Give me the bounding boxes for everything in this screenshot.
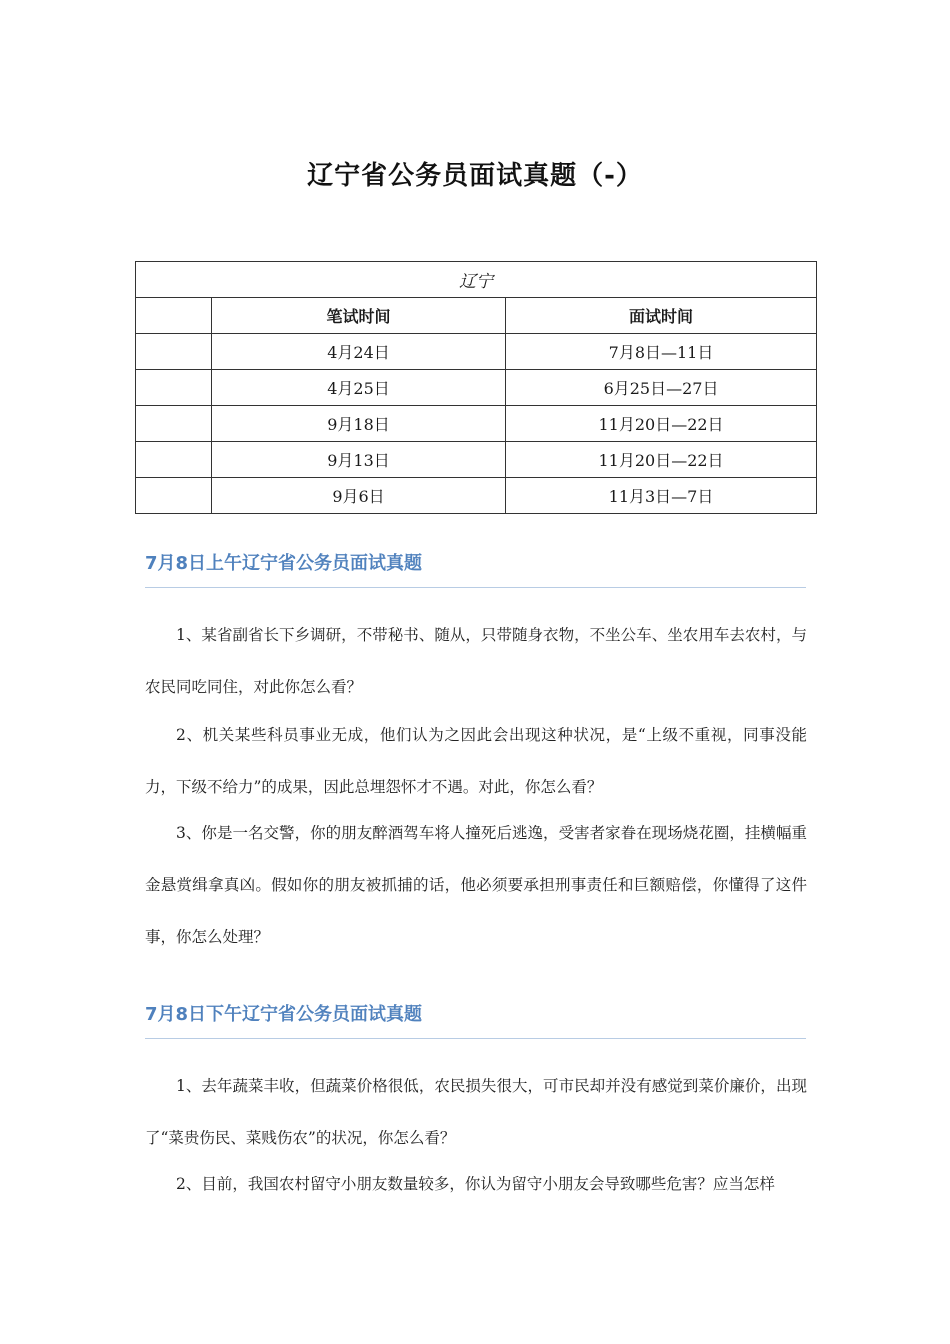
column-header-written: 笔试时间	[212, 298, 506, 334]
interview-date-cell: 6月25日—27日	[506, 370, 817, 406]
interview-date-cell: 7月8日—11日	[506, 334, 817, 370]
table-row	[136, 478, 817, 514]
interview-date-cell: 11月3日—7日	[506, 478, 817, 514]
question-paragraph: 1、某省副省长下乡调研，不带秘书、随从，只带随身衣物，不坐公车、坐农用车去农村，与农民同吃同住，对此你怎么看？	[145, 626, 807, 696]
table-row	[136, 442, 817, 478]
table-row	[136, 334, 817, 370]
question-paragraph: 3、你是一名交警，你的朋友醉酒驾车将人撞死后逃逸，受害者家眷在现场烧花圈，挂横幅重金悬赏缉拿真凶。假如你的朋友被抓捕的话，他必须要承担刑事责任和巨额赔偿，你懂得了这件事，你怎么处理？	[145, 824, 807, 946]
table-caption: 辽宁	[136, 262, 817, 298]
row-label-cell	[136, 442, 212, 478]
section-heading-morning: 7月8日上午辽宁省公务员面试真题	[145, 549, 806, 588]
written-date-cell: 9月6日	[212, 478, 506, 514]
question-paragraph: 2、机关某些科员事业无成，他们认为之因此会出现这种状况，是“上级不重视，同事没能力，下级不给力”的成果，因此总埋怨怀才不遇。对此，你怎么看？	[145, 726, 807, 796]
table-row	[136, 406, 817, 442]
interview-date-cell: 11月20日—22日	[506, 406, 817, 442]
interview-date-cell: 11月20日—22日	[506, 442, 817, 478]
table-caption-row	[136, 262, 817, 298]
document-title: 辽宁省公务员面试真题（-）	[307, 161, 643, 191]
question-paragraph: 1、去年蔬菜丰收，但蔬菜价格很低，农民损失很大，可市民却并没有感觉到菜价廉价，出现了“菜贵伤民、菜贱伤农”的状况，你怎么看？	[145, 1077, 807, 1147]
column-header-interview: 面试时间	[506, 298, 817, 334]
row-label-cell	[136, 406, 212, 442]
question-paragraph: 2、目前，我国农村留守小朋友数量较多，你认为留守小朋友会导致哪些危害？应当怎样	[176, 1175, 775, 1193]
table-row	[136, 370, 817, 406]
exam-schedule-table	[135, 261, 817, 514]
written-date-cell: 4月24日	[212, 334, 506, 370]
section-heading-afternoon: 7月8日下午辽宁省公务员面试真题	[145, 1000, 806, 1039]
row-label-cell	[136, 478, 212, 514]
column-header-blank	[136, 298, 212, 334]
row-label-cell	[136, 334, 212, 370]
written-date-cell: 4月25日	[212, 370, 506, 406]
row-label-cell	[136, 370, 212, 406]
table-header-row	[136, 298, 817, 334]
written-date-cell: 9月13日	[212, 442, 506, 478]
written-date-cell: 9月18日	[212, 406, 506, 442]
